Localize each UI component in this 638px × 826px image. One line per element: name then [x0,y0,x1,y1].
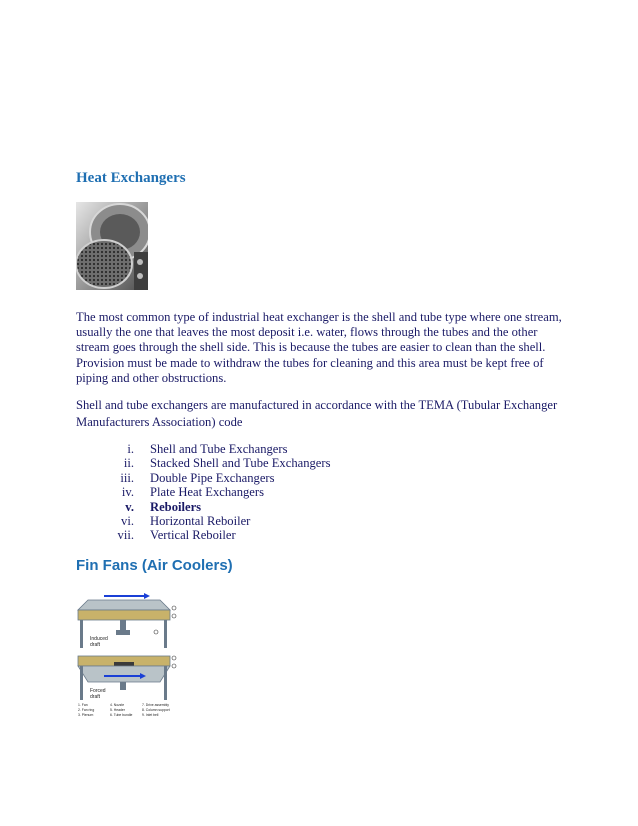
legend-item: 4. Nozzle [110,703,125,707]
air-cooler-diagram [76,586,184,722]
legend-item: 9. Inlet bell [142,713,159,717]
legend-item: 3. Plenum [78,713,94,717]
list-item: iii. Double Pipe Exchangers [120,470,275,485]
list-item: ii. Stacked Shell and Tube Exchangers [123,456,331,471]
legend-item: 2. Fan ring [78,708,95,712]
heading-fin-fans: Fin Fans (Air Coolers) [76,557,233,574]
list-item: v. Reboilers [125,499,202,514]
label-induced: Induced [90,636,108,642]
list-item: i. Shell and Tube Exchangers [127,442,288,456]
legend-item: 5. Header [110,708,125,712]
legend-item: 8. Column support [142,708,170,712]
list-item: vi. Horizontal Reboiler [121,513,251,528]
legend-item: 1. Fan [78,703,88,707]
heading-heat-exchangers: Heat Exchangers [76,170,186,186]
label-induced-2: draft [90,642,101,648]
paragraph-shell-tube: The most common type of industrial heat exchanger is the shell and tube type where one stream, usually the one that leaves the most deposit i.e. water, flows through the tubes and the other stream goes through the shell side. This is because the tubes are easier to clean than the shell. Provision must be made to withdraw the tubes for cleaning and this area must be kept free of piping and other obstructions. [76,310,562,385]
legend-item: 6. Tube bundle [110,713,133,717]
label-forced-2: draft [90,694,101,700]
heat-exchanger-photo [76,202,148,290]
paragraph-tema: Shell and tube exchangers are manufactured in accordance with the TEMA (Tubular Exchanger Manufacturers Association) code [76,398,558,429]
list-item: vii. Vertical Reboiler [117,528,236,543]
list-item: iv. Plate Heat Exchangers [121,485,264,500]
label-forced: Forced [90,688,106,694]
exchanger-types-list [76,442,331,543]
legend-item: 7. Drive assembly [142,703,169,707]
